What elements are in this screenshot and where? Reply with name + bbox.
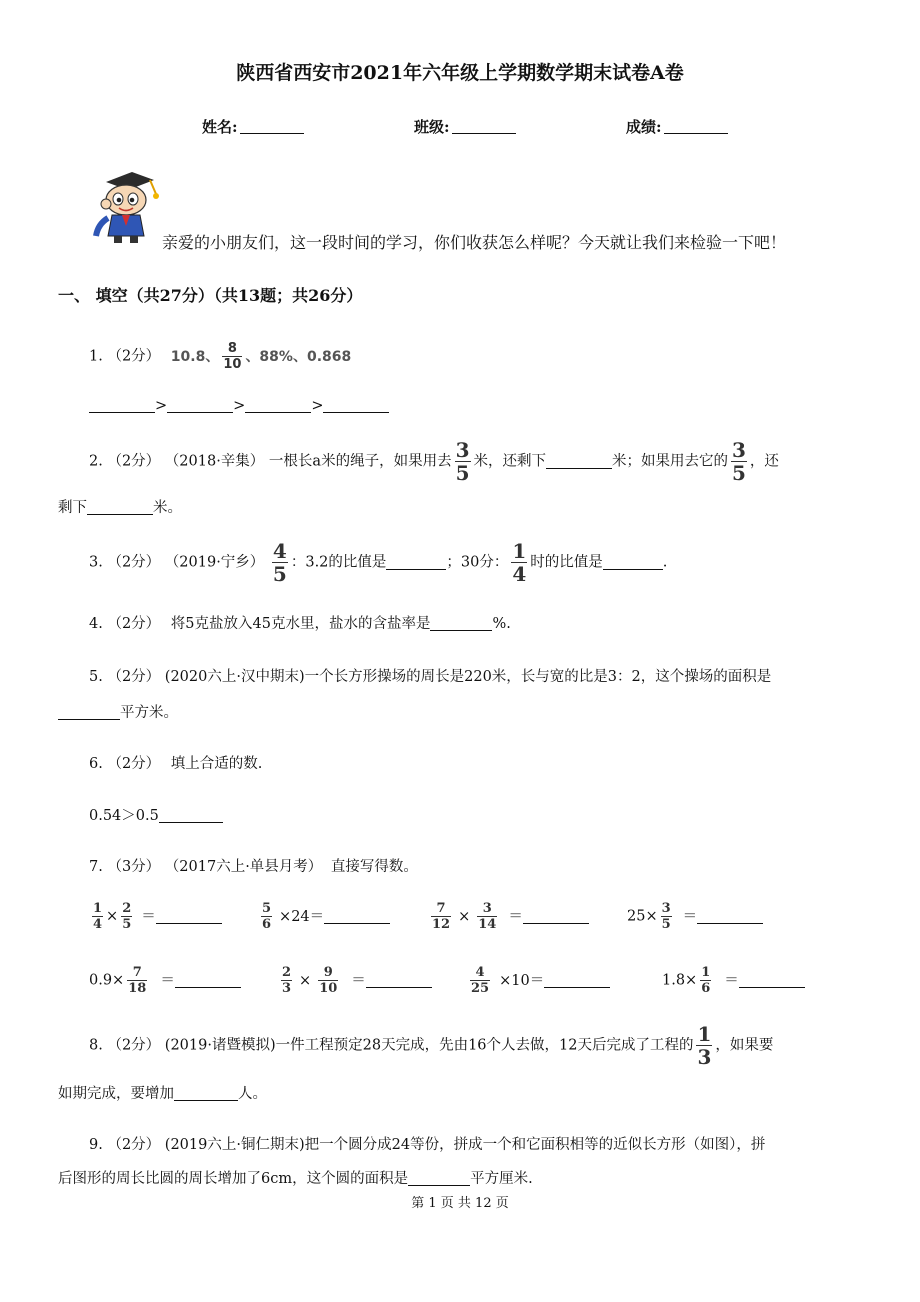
question-3: 3. （2分） （2019·宁乡） $\frac{4}{5}$ ：3.2的比值是 ；30分： $\frac{1}{4}$ 时的比值是 . <box>89 539 668 586</box>
name-label: 姓名: <box>202 118 238 136</box>
q3-fraction-2: $\frac{1}{4}$ <box>512 539 527 586</box>
q7-expression-7: $\frac{4}{25}$ ×10＝ <box>467 966 610 995</box>
question-5: 5. （2分） (2020六上·汉中期末)一个长方形操场的周长是220米，长与宽的比是3：2，这个操场的面积是 <box>89 669 772 685</box>
q7-blank-5[interactable] <box>175 973 241 988</box>
question-7: 7. （3分） （2017六上·单县月考） 直接写得数。 <box>89 859 418 875</box>
q1-blank-4[interactable] <box>323 398 389 413</box>
q3-fraction-1: $\frac{4}{5}$ <box>272 539 287 586</box>
class-label: 班级: <box>414 118 450 136</box>
class-field[interactable] <box>414 116 516 137</box>
question-6: 6. （2分） 填上合适的数. <box>89 756 263 772</box>
q7-blank-6[interactable] <box>366 973 432 988</box>
q6-blank[interactable] <box>159 808 223 823</box>
q7-source: （2017六上·单县月考） <box>164 859 323 875</box>
q7-blank-8[interactable] <box>739 973 805 988</box>
q1-number: 1. <box>89 348 103 365</box>
q7-blank-3[interactable] <box>523 909 589 924</box>
class-blank[interactable] <box>452 119 516 134</box>
q1-answer-row: > > > <box>89 398 389 414</box>
score-field[interactable] <box>626 116 728 137</box>
q5-source: (2020六上·汉中期末) <box>164 669 305 685</box>
question-8-line-2: 如期完成，要增加 人。 <box>58 1086 267 1102</box>
name-field[interactable] <box>202 116 304 137</box>
q1-figure: 10.8、 $\frac{8}{10}$ 、88%、0.868 <box>170 341 352 372</box>
q1-blank-1[interactable] <box>89 398 155 413</box>
q8-blank[interactable] <box>174 1086 238 1101</box>
section-title: 一、 填空（共27分）（共13题；共26分） <box>58 286 363 305</box>
q7-blank-7[interactable] <box>544 973 610 988</box>
q9-blank[interactable] <box>408 1171 470 1186</box>
page-footer: 第 1 页 共 12 页 <box>411 1196 509 1211</box>
question-1 <box>89 342 351 371</box>
q1-blank-2[interactable] <box>167 398 233 413</box>
question-2-line-2: 剩下 米。 <box>58 500 182 516</box>
q7-expression-2: $\frac{5}{6}$ ×24＝ <box>258 902 390 931</box>
q8-fraction: $\frac{1}{3}$ <box>697 1022 712 1069</box>
q7-expression-5: 0.9× $\frac{7}{18}$ ＝ <box>89 966 241 995</box>
q7-expression-3: $\frac{7}{12}$ × $\frac{3}{14}$ ＝ <box>428 902 589 931</box>
q2-source: （2018·辛集） <box>164 453 265 470</box>
question-6-line-2: 0.54＞0.5 <box>89 804 223 825</box>
q7-blank-2[interactable] <box>324 909 390 924</box>
q2-fraction-1: $\frac{3}{5}$ <box>455 438 470 485</box>
q1-score: （2分） <box>107 348 161 365</box>
q8-source: (2019·诸暨模拟) <box>164 1037 276 1054</box>
greeting-text: 亲爱的小朋友们，这一段时间的学习，你们收获怎么样呢？今天就让我们来检验一下吧！ <box>162 233 787 252</box>
q7-expression-1: $\frac{1}{4}$ × $\frac{2}{5}$ ＝ <box>89 902 222 931</box>
score-label: 成绩: <box>626 118 662 136</box>
q3-source: （2019·宁乡） <box>164 554 265 571</box>
q9-source: (2019六上·铜仁期末) <box>164 1137 305 1153</box>
question-9: 9. （2分） (2019六上·铜仁期末)把一个圆分成24等份，拼成一个和它面积相等的近似长方形（如图），拼 <box>89 1137 766 1153</box>
q7-blank-4[interactable] <box>697 909 763 924</box>
question-5-line-2: 平方米。 <box>58 701 178 722</box>
q3-blank-1[interactable] <box>386 555 446 570</box>
score-blank[interactable] <box>664 119 728 134</box>
question-8: 8. （2分） (2019·诸暨模拟)一件工程预定28天完成，先由16个人去做，12天后完成了工程的 $\frac{1}{3}$ ，如果要 <box>89 1022 774 1069</box>
q4-blank[interactable] <box>430 616 492 631</box>
q5-blank[interactable] <box>58 705 120 720</box>
q7-blank-1[interactable] <box>156 909 222 924</box>
q2-blank-1[interactable] <box>546 454 612 469</box>
q3-blank-2[interactable] <box>603 555 663 570</box>
mascot-illustration <box>92 168 164 246</box>
q2-blank-2[interactable] <box>87 500 153 515</box>
page-title: 陕西省西安市2021年六年级上学期数学期末试卷A卷 <box>236 62 684 84</box>
name-blank[interactable] <box>240 119 304 134</box>
question-9-line-2: 后图形的周长比圆的周长增加了6cm，这个圆的面积是 平方厘米. <box>58 1171 533 1187</box>
q1-blank-3[interactable] <box>245 398 311 413</box>
question-2: 2. （2分） （2018·辛集） 一根长a米的绳子，如果用去 $\frac{3}{5}$ 米，还剩下 米；如果用去它的 $\frac{3}{5}$ ，还 <box>89 438 779 485</box>
q7-expression-8: 1.8× $\frac{1}{6}$ ＝ <box>662 966 805 995</box>
q7-expression-6: $\frac{2}{3}$ × $\frac{9}{10}$ ＝ <box>278 966 432 995</box>
question-4: 4. （2分） 将5克盐放入45克水里，盐水的含盐率是 %. <box>89 616 511 632</box>
q2-fraction-2: $\frac{3}{5}$ <box>732 438 746 485</box>
q7-expression-4: 25× $\frac{3}{5}$ ＝ <box>627 902 763 931</box>
